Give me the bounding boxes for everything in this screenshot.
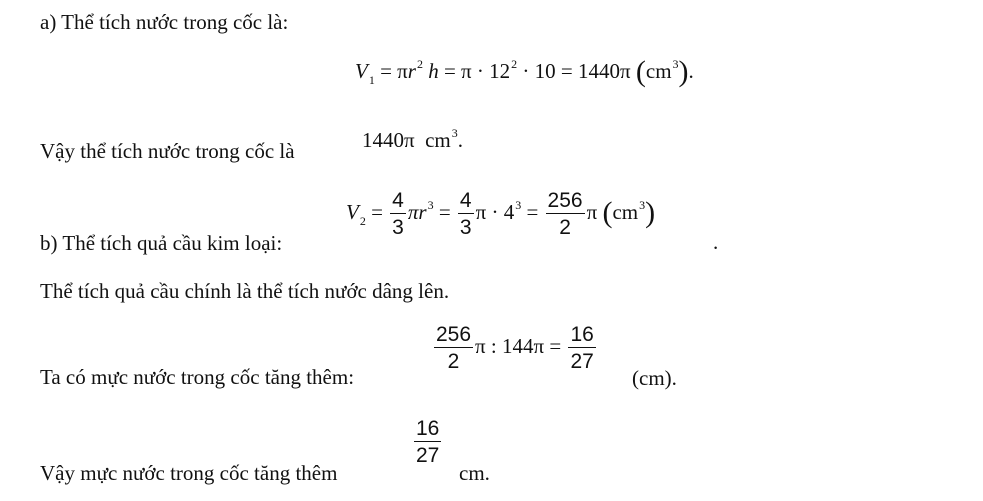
fraction-256-2-rise: $\frac{256}{2}$: [436, 323, 472, 373]
part-a-heading: a) Thể tích nước trong cốc là:: [40, 10, 289, 34]
part-b-formula: $V_2$ = $\frac{4}{3}$ $\pi r^3$ = $\frac{4}{3}$ $\pi \cdot 4^3$ = $\frac{256}{2}$ π $(cm^3)$: [346, 189, 656, 239]
part-b-final-text: Vậy mực nước trong cốc tăng thêm: [40, 461, 338, 485]
fraction-4-3-b: $\frac{4}{3}$: [459, 189, 472, 239]
fraction-16-27: $\frac{16}{27}$: [570, 323, 594, 373]
fraction-256-2: $\frac{256}{2}$: [547, 189, 583, 239]
part-b-trailing-dot: .: [713, 230, 719, 254]
part-b-rise-text: Ta có mực nước trong cốc tăng thêm:: [40, 365, 355, 389]
part-a-formula: $V_1 = \pi r^2$ $h = \pi \cdot 12^2 \cdot 10 = 1440\pi$ $(cm^3)$.: [355, 55, 694, 88]
part-a-conclusion-text: Vậy thể tích nước trong cốc là: [40, 139, 295, 163]
fraction-16-27-final: $\frac{16}{27}$: [416, 417, 440, 467]
fraction-4-3: $\frac{4}{3}$: [392, 189, 404, 239]
part-b-final-fraction: [412, 418, 443, 466]
part-a-conclusion-value: 1440π $cm^3$.: [362, 126, 464, 152]
part-b-rise-unit: (cm).: [632, 366, 677, 390]
part-b-volume-note: Thể tích quả cầu chính là thể tích nước dâng lên.: [40, 279, 450, 303]
part-b-rise-formula: $\frac{256}{2}$ π : 144π = $\frac{16}{27}$: [436, 323, 594, 373]
part-b-final-unit: cm.: [459, 461, 490, 485]
part-b-heading: b) Thể tích quả cầu kim loại:: [40, 231, 283, 255]
